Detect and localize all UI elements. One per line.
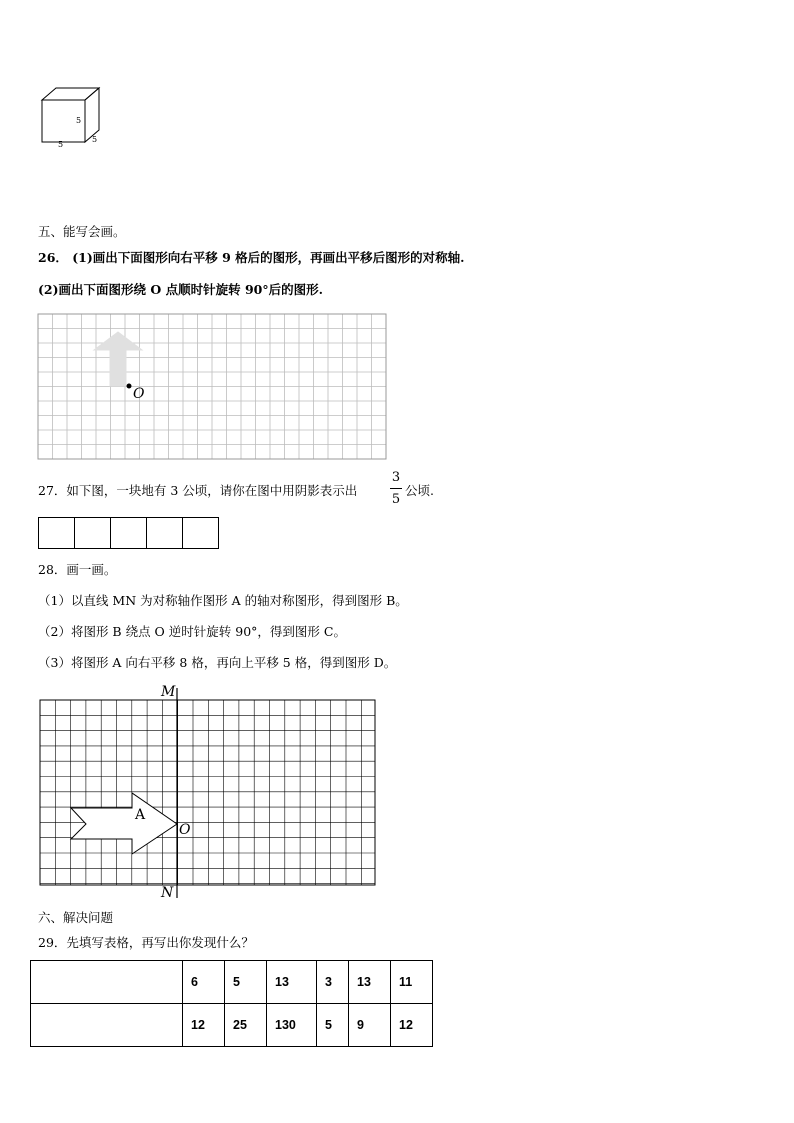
- table-cell: 6: [183, 961, 225, 1004]
- q26-line2: (2)画出下面图形绕 O 点顺时针旋转 90°后的图形.: [38, 282, 323, 297]
- q28-step1: （1）以直线 MN 为对称轴作图形 A 的轴对称图形，得到图形 B。: [38, 593, 408, 608]
- fraction-bar: [390, 488, 402, 489]
- q29-table: [30, 960, 433, 1047]
- q28-step3: （3）将图形 A 向右平移 8 格，再向上平移 5 格，得到图形 D。: [38, 655, 397, 670]
- table-cell: 11: [391, 961, 433, 1004]
- shape-a: [71, 793, 177, 854]
- fraction-denominator: 5: [391, 492, 401, 507]
- q26-point-label: O: [133, 386, 145, 402]
- table-cell: 5: [225, 961, 267, 1004]
- land-box[interactable]: [110, 517, 147, 549]
- land-boxes: [39, 517, 219, 549]
- section-five-heading: 五、能写会画。: [38, 224, 126, 239]
- arrow-shape: [94, 332, 142, 386]
- q27-text: 27．如下图，一块地有 3 公顷，请你在图中用阴影表示出: [38, 483, 358, 498]
- table-cell: 12: [183, 1004, 225, 1047]
- table-cell: 12: [391, 1004, 433, 1047]
- table-cell: 5: [317, 1004, 349, 1047]
- table-cell: 25: [225, 1004, 267, 1047]
- row-header-cell[interactable]: [31, 1004, 183, 1047]
- fraction-numerator: 3: [391, 470, 401, 485]
- q28-grid: [40, 700, 376, 886]
- land-box[interactable]: [74, 517, 111, 549]
- label-n: N: [161, 885, 174, 901]
- label-m: M: [161, 684, 176, 700]
- q28-step2: （2）将图形 B 绕点 O 逆时针旋转 90°，得到图形 C。: [38, 624, 346, 639]
- cube-label-bottom: 5: [58, 140, 64, 149]
- q29-title: 29．先填写表格，再写出你发现什么？: [38, 935, 254, 950]
- q27-text-after: 公顷.: [405, 483, 434, 498]
- table-cell: 13: [349, 961, 391, 1004]
- point-o: [127, 384, 132, 389]
- land-box[interactable]: [38, 517, 75, 549]
- cube-label-depth: 5: [92, 135, 98, 144]
- q26-grid: [38, 314, 387, 460]
- table-cell: 9: [349, 1004, 391, 1047]
- table-row: [31, 1004, 433, 1047]
- table-cell: 130: [267, 1004, 317, 1047]
- q28-title: 28．画一画。: [38, 562, 117, 577]
- table-cell: 3: [317, 961, 349, 1004]
- row-header-cell[interactable]: [31, 961, 183, 1004]
- cube-figure: [38, 86, 108, 150]
- table-cell: 13: [267, 961, 317, 1004]
- label-o: O: [179, 822, 191, 838]
- label-a: A: [135, 807, 146, 823]
- cube-label-front: 5: [76, 116, 82, 125]
- table-row: [31, 961, 433, 1004]
- section-six-heading: 六、解决问题: [38, 910, 114, 925]
- land-box[interactable]: [182, 517, 219, 549]
- q26-line1: 26． (1)画出下面图形向右平移 9 格后的图形，再画出平移后图形的对称轴.: [38, 250, 465, 265]
- land-box[interactable]: [146, 517, 183, 549]
